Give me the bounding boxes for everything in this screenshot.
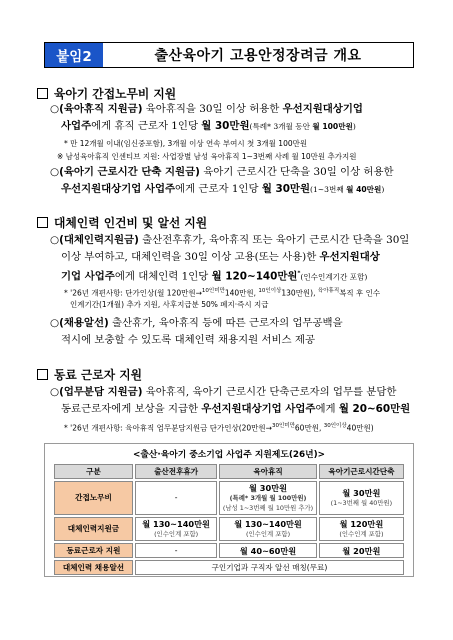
table-header-maternity-leave: 출산전후휴가 bbox=[135, 464, 217, 479]
table-header-reduced-hours: 육아기근로시간단축 bbox=[319, 464, 404, 479]
section-heading-indirect-labor: 육아기 간접노무비 지원 bbox=[37, 85, 176, 102]
page-header bbox=[44, 42, 414, 68]
cell-coworker-childcare: 월 40~60만원 bbox=[219, 543, 317, 558]
note-special-case: * 만 12개월 이내(임신중포함), 3개월 이상 연속 부여시 첫 3개월 100만원 bbox=[64, 139, 308, 148]
recruitment-line2: 적시에 보충할 수 있도록 대체인력 채용지원 서비스 제공 bbox=[61, 334, 315, 346]
cell-replacement-childcare: 월 130~140만원 (인수인계 포함) bbox=[219, 517, 317, 541]
cell-coworker-maternity: - bbox=[135, 543, 217, 558]
table-row-recruitment bbox=[54, 560, 404, 575]
table-caption: <출산·육아기 중소기업 사업주 지원제도(26년)> bbox=[132, 450, 326, 460]
table-row-replacement bbox=[54, 517, 404, 541]
table-header-category: 구분 bbox=[54, 464, 133, 479]
support-summary-table bbox=[44, 443, 414, 577]
row-label-coworker: 동료근로자 지원 bbox=[54, 543, 133, 558]
note-male-incentive: ※ 남성육아휴직 인센티브 지원: 사업장별 남성 육아휴직 1~3번째 사례 월 10만원 추가지원 bbox=[57, 152, 357, 161]
reduced-hours-subsidy-line1: ○(육아기 근로시간 단축 지원금) 육아기 근로시간 단축을 30일 이상 허용한 bbox=[50, 166, 394, 178]
note-2026-reform-replacement-cont: 인계기간(1개월) 추가 지원, 사후지급분 50% 폐지·즉시 지급 bbox=[70, 300, 269, 309]
cell-indirect-maternity: - bbox=[135, 481, 217, 515]
table-header-childcare-leave: 육아휴직 bbox=[219, 464, 317, 479]
cell-replacement-reduced-hours: 월 120만원 (인수인계 포함) bbox=[319, 517, 404, 541]
replacement-subsidy-line2: 이상 부여하고, 대체인력을 30일 이상 고용(또는 사용)한 우선지원대상 bbox=[61, 251, 380, 263]
row-label-replacement: 대체인력지원금 bbox=[54, 517, 133, 541]
square-bullet-icon bbox=[37, 217, 48, 228]
childcare-leave-subsidy-line2: 사업주에게 휴직 근로자 1인당 월 30만원(특례* 3개월 동안 월 100만원) bbox=[61, 120, 356, 132]
note-2026-reform-work-sharing: * '26년 개편사항: 육아휴직 업무분담지원금 단가인상(20만원→$^{30인미만}$60만원, $^{30인이상}$40만원) bbox=[64, 423, 374, 433]
table-header-row bbox=[54, 464, 404, 479]
reduced-hours-subsidy-line2: 우선지원대상기업 사업주에게 근로자 1인당 월 30만원(1~3번째 월 40만원) bbox=[61, 183, 385, 195]
cell-replacement-maternity: 월 130~140만원 (인수인계 포함) bbox=[135, 517, 217, 541]
childcare-leave-subsidy-line1: ○(육아휴직 지원금) 육아휴직을 30일 이상 허용한 우선지원대상기업 bbox=[50, 103, 363, 115]
section-heading-coworker-support: 동료 근로자 지원 bbox=[37, 366, 142, 383]
row-label-recruitment: 대체인력 채용알선 bbox=[54, 560, 133, 575]
cell-indirect-reduced-hours: 월 30만원 (1~3번째 월 40만원) bbox=[319, 481, 404, 515]
section-heading-replacement-staff: 대체인력 인건비 및 알선 지원 bbox=[37, 214, 207, 231]
replacement-subsidy-line1: ○(대체인력지원금) 출산전후휴가, 육아휴직 또는 육아기 근로시간 단축을 30일 bbox=[50, 234, 410, 246]
row-label-indirect-labor: 간접노무비 bbox=[54, 481, 133, 515]
page-title: 출산육아기 고용안정장려금 개요 bbox=[154, 48, 362, 64]
work-sharing-line2: 동료근로자에게 보상을 지급한 우선지원대상기업 사업주에게 월 20~60만원 bbox=[61, 403, 411, 415]
recruitment-line1: ○(채용알선) 출산휴가, 육아휴직 등에 따른 근로자의 업무공백을 bbox=[50, 317, 343, 329]
table-row-indirect-labor bbox=[54, 481, 404, 515]
support-table-grid bbox=[52, 462, 406, 577]
square-bullet-icon bbox=[37, 369, 48, 380]
square-bullet-icon bbox=[37, 88, 48, 99]
table-row-coworker bbox=[54, 543, 404, 558]
attachment-tag: 붙임2 bbox=[45, 43, 103, 67]
replacement-subsidy-line3: 기업 사업주에게 대체인력 1인당 월 120~140만원*(인수인계기간 포함) bbox=[61, 270, 368, 283]
work-sharing-line1: ○(업무분담 지원금) 육아휴직, 육아기 근로시간 단축근로자의 업무를 분담한 bbox=[50, 386, 397, 398]
cell-coworker-reduced-hours: 월 20만원 bbox=[319, 543, 404, 558]
cell-indirect-childcare: 월 30만원 (특례* 3개월 월 100만원) (남성 1~3번째 월 10만원 추가) bbox=[219, 481, 317, 515]
cell-recruitment-merged: 구인기업과 구직자 알선 매칭(무료) bbox=[135, 560, 404, 575]
note-2026-reform-replacement: * '26년 개편사항: 단가인상(월 120만원→$^{10인미만}$140만원, $^{10인이상}$130만원), $^{육아휴직}$복직 후 인수 bbox=[64, 288, 381, 298]
